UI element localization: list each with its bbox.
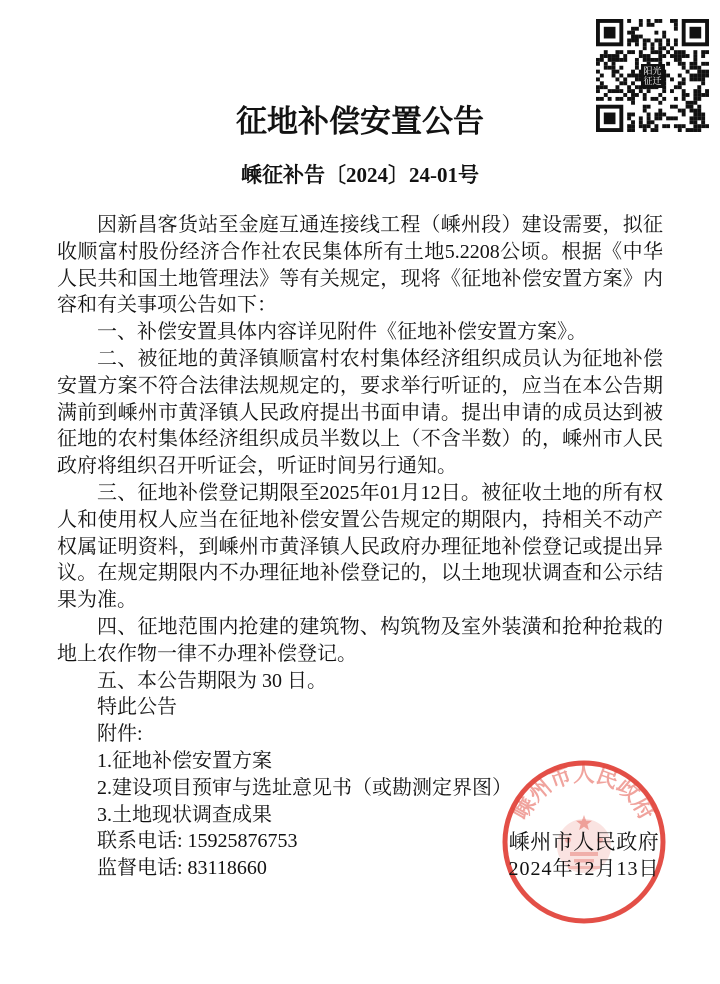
- qr-center-label: [640, 64, 664, 88]
- notice-paragraph: 2.建设项目预审与选址意见书（或勘测定界图）: [97, 776, 512, 799]
- notice-paragraph: 五、本公告期限为 30 日。: [97, 669, 327, 692]
- notice-paragraph: 四、征地范围内抢建的建筑物、构筑物及室外装潢和抢种抢栽的地上农作物一律不办理补偿登记。: [57, 615, 663, 665]
- notice-body: [57, 212, 663, 882]
- notice-paragraph: 特此公告: [97, 696, 177, 719]
- qr-label-line2: 征迁: [643, 75, 662, 86]
- qr-code: [596, 19, 709, 132]
- notice-title: 征地补偿安置公告: [236, 104, 484, 139]
- notice-paragraph: 三、征地补偿登记期限至2025年01月12日。被征收土地的所有权人和使用权人应当在征地补偿安置公告规定的期限内，持相关不动产权属证明资料，到嵊州市黄泽镇人民政府办理征地补偿登记或提出异议。在规定期限内不办理征地补偿登记的，以土地现状调查和公示结果为准。: [57, 481, 663, 612]
- notice-paragraphs: [57, 212, 663, 882]
- notice-paragraph: 附件:: [97, 723, 143, 746]
- notice-paragraph: 监督电话: 83118660: [97, 857, 267, 880]
- signature-date: 2024年12月13日: [508, 858, 660, 880]
- signature-authority: 嵊州市人民政府: [508, 830, 660, 854]
- notice-paragraph: 一、补偿安置具体内容详见附件《征地补偿安置方案》。: [97, 321, 587, 344]
- signature-block: [500, 829, 668, 883]
- seal-ring-text: 嵊州市人民政府: [508, 760, 661, 826]
- notice-paragraph: 3.土地现状调查成果: [97, 803, 272, 826]
- doc-number: 嵊征补告〔2024〕24-01号: [241, 163, 479, 187]
- qr-label-line1: 阳光: [643, 65, 662, 76]
- notice-paragraph: 二、被征地的黄泽镇顺富村农村集体经济组织成员认为征地补偿安置方案不符合法律法规规定的，要求举行听证的，应当在本公告期满前到嵊州市黄泽镇人民政府提出书面申请。提出申请的成员达到被征地的农村集体经济组织成员半数以上（不含半数）的，嵊州市人民政府将组织召开听证会，听证时间另行通知。: [57, 347, 663, 478]
- notice-paragraph: 联系电话: 15925876753: [97, 830, 298, 853]
- notice-paragraph: 1.征地补偿安置方案: [97, 749, 272, 772]
- notice-paragraph: 因新昌客货站至金庭互通连接线工程（嵊州段）建设需要，拟征收顺富村股份经济合作社农民集体所有土地5.2208公顷。根据《中华人民共和国土地管理法》等有关规定，现将《征地补偿安置方案》内容和有关事项公告如下：: [57, 214, 663, 317]
